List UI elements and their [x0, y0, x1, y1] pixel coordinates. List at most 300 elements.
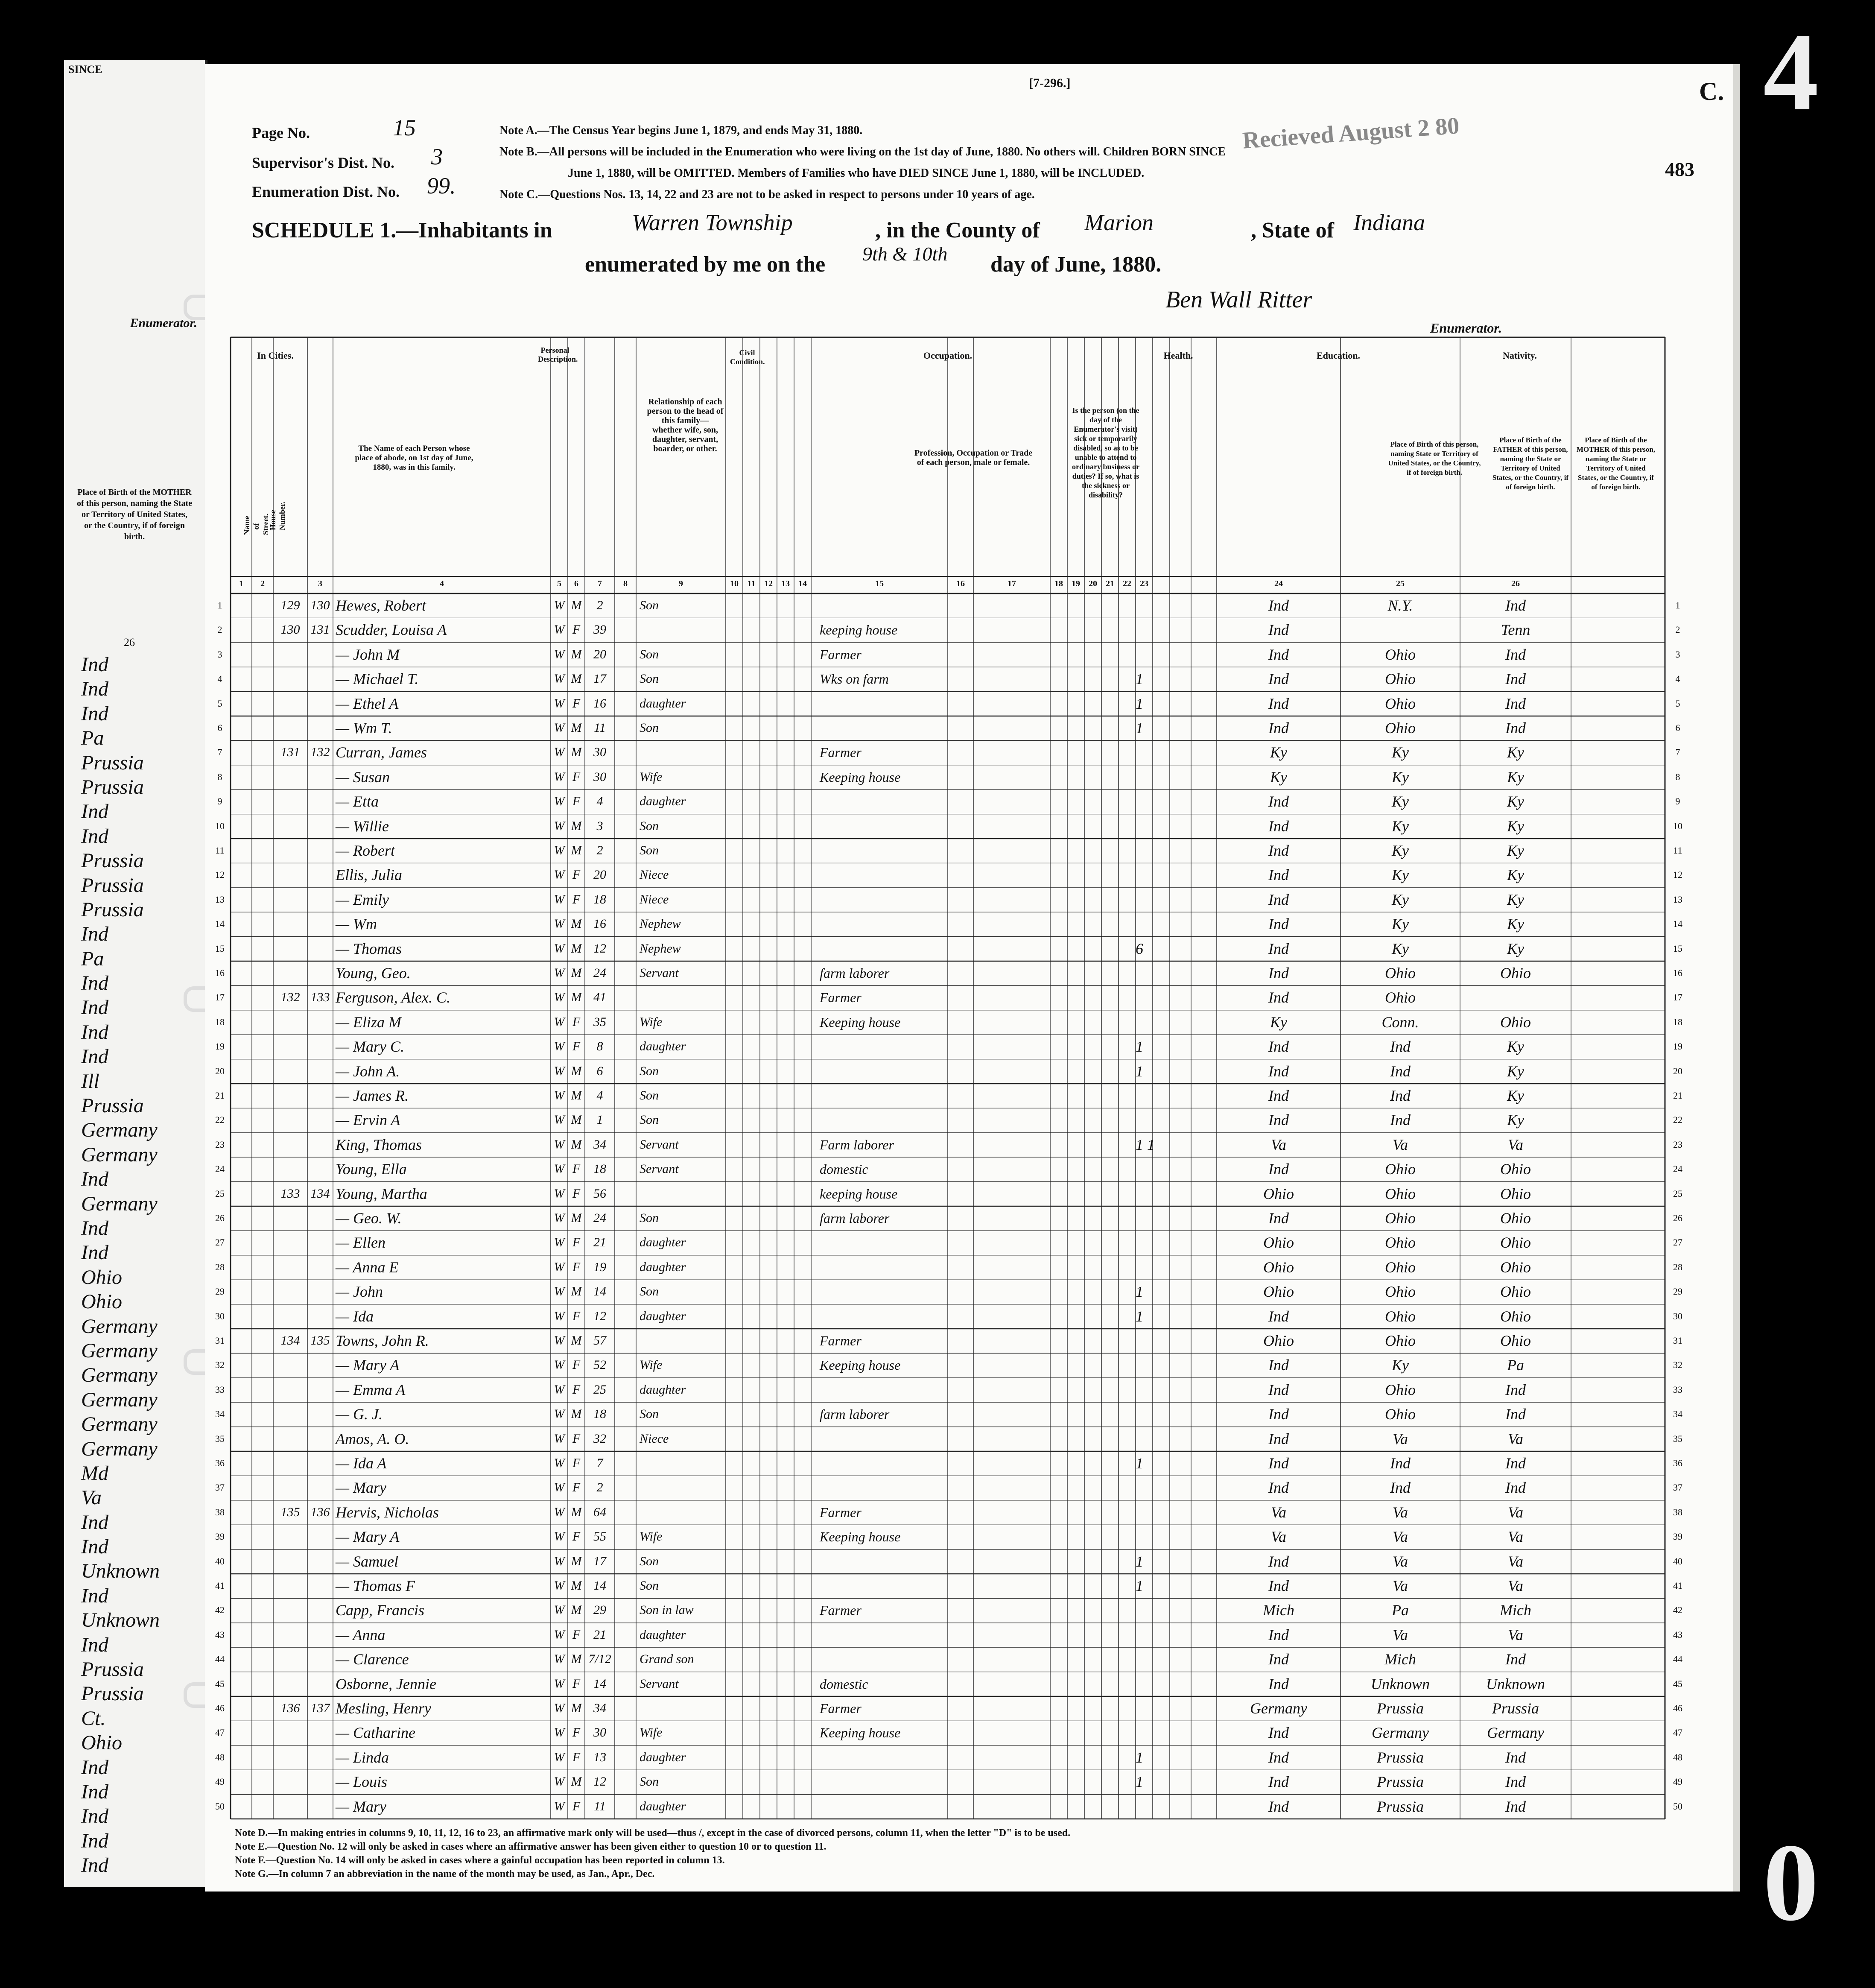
col-relationship: Relationship of each person to the head of this family—whether wife, son, daughter, servant, boarder, or other.	[647, 397, 724, 453]
birthplace: Ind	[1268, 646, 1289, 663]
strip-column-description: Place of Birth of the MOTHER of this person, naming the State or Territory of United States, or the Country, if of foreign birth.	[77, 488, 193, 541]
mother-birthplace: Ind	[1505, 1479, 1526, 1497]
enumerator-signature: Ben Wall Ritter	[1165, 287, 1312, 313]
relationship: Niece	[640, 1431, 669, 1446]
age: 14	[593, 1579, 606, 1593]
group-civil: Civil Condition.	[730, 348, 765, 366]
sex: M	[571, 819, 582, 833]
color: W	[554, 598, 565, 612]
sex: F	[572, 1431, 581, 1446]
sex: M	[571, 745, 582, 760]
relationship: Grand son	[640, 1652, 694, 1666]
column-number: 23	[1140, 579, 1148, 588]
sex: F	[572, 1014, 581, 1029]
family-number: 134	[310, 1186, 330, 1201]
father-birthplace: Ky	[1392, 940, 1409, 957]
age: 6	[596, 1064, 603, 1078]
occupation: farm laborer	[820, 1406, 890, 1422]
school-mark: 1	[1136, 1577, 1143, 1594]
school-mark: 1	[1136, 1038, 1143, 1055]
father-birthplace: Ohio	[1385, 695, 1416, 712]
person-name: — Anna	[336, 1626, 386, 1643]
person-name: — Mary	[336, 1798, 386, 1815]
mother-birthplace: Ky	[1507, 842, 1524, 859]
father-birthplace: Ind	[1390, 1455, 1411, 1472]
row-number: 27	[1673, 1237, 1682, 1248]
mother-birthplace: Unknown	[1486, 1675, 1545, 1693]
row-number: 25	[1673, 1188, 1682, 1199]
sex: M	[571, 941, 582, 956]
column-number: 17	[1008, 579, 1016, 588]
person-name: — Michael T.	[336, 670, 419, 688]
birthplace: Ind	[1268, 989, 1289, 1006]
school-mark: 1	[1136, 1552, 1143, 1570]
sex: M	[571, 1137, 582, 1152]
father-birthplace: Ohio	[1385, 1161, 1416, 1178]
color: W	[554, 1652, 565, 1666]
color: W	[554, 1725, 565, 1740]
relationship: Son	[640, 1211, 659, 1225]
age: 16	[593, 917, 606, 931]
column-number: 11	[747, 579, 756, 588]
age: 34	[593, 1137, 606, 1152]
color: W	[554, 1284, 565, 1299]
relationship: daughter	[640, 1260, 686, 1274]
mother-birthplace: Ky	[1507, 768, 1524, 786]
column-number: 18	[1054, 579, 1063, 588]
occupation: Keeping house	[820, 1014, 901, 1030]
color: W	[554, 1039, 565, 1054]
note-a: Note A.—The Census Year begins June 1, 1879, and ends May 31, 1880.	[499, 124, 863, 137]
sex: M	[571, 1407, 582, 1421]
mother-birthplace: Ind	[1505, 1773, 1526, 1791]
birthplace: Ind	[1268, 1111, 1289, 1129]
row-number: 6	[1675, 722, 1680, 733]
row-number: 3	[217, 649, 222, 660]
color: W	[554, 1333, 565, 1348]
birthplace: Ind	[1268, 1062, 1289, 1080]
row-number: 15	[1673, 943, 1682, 954]
relationship: Son	[640, 1284, 659, 1299]
color: W	[554, 1799, 565, 1813]
birthplace: Ind	[1268, 1161, 1289, 1178]
column-number: 7	[598, 579, 602, 588]
birthplace: Ind	[1268, 1406, 1289, 1423]
mother-birthplace: Ind	[1505, 1381, 1526, 1398]
school-mark: 1	[1136, 1455, 1143, 1472]
row-number: 11	[215, 845, 225, 856]
color: W	[554, 672, 565, 686]
father-birthplace: Ohio	[1385, 1307, 1416, 1325]
school-mark: 1	[1136, 1773, 1143, 1791]
person-name: Amos, A. O.	[336, 1430, 409, 1447]
age: 12	[593, 1309, 606, 1323]
relationship: Servant	[640, 1162, 679, 1176]
strip-mother-birthplace: Ind	[81, 1780, 108, 1803]
person-name: — Mary A	[336, 1528, 400, 1546]
mother-birthplace: Ohio	[1500, 1283, 1531, 1301]
row-number: 41	[1673, 1580, 1682, 1591]
enumeration-days: 9th & 10th	[862, 243, 948, 265]
mother-birthplace: Ind	[1505, 1748, 1526, 1766]
birthplace: Ind	[1268, 621, 1289, 639]
mother-birthplace: Ky	[1507, 1087, 1524, 1104]
relationship: Nephew	[640, 941, 681, 956]
age: 19	[593, 1260, 606, 1274]
row-number: 29	[1673, 1286, 1682, 1297]
person-name: — Ida	[336, 1307, 374, 1325]
row-number: 42	[1673, 1605, 1682, 1616]
color: W	[554, 1407, 565, 1421]
father-birthplace: Mich	[1384, 1651, 1416, 1668]
sex: F	[572, 1260, 581, 1274]
column-number: 10	[730, 579, 739, 588]
strip-mother-birthplace: Ind	[81, 800, 108, 823]
strip-mother-birthplace: Prussia	[81, 751, 144, 774]
column-number: 3	[318, 579, 322, 588]
father-birthplace: Va	[1393, 1528, 1408, 1546]
strip-mother-birthplace: Germany	[81, 1315, 158, 1338]
strip-mother-birthplace: Ind	[81, 923, 108, 946]
sex: M	[571, 1113, 582, 1127]
sex: F	[572, 696, 581, 710]
occupation: keeping house	[820, 622, 898, 638]
column-number: 4	[440, 579, 444, 588]
strip-mother-birthplace: Ind	[81, 1829, 108, 1852]
mother-birthplace: Ky	[1507, 915, 1524, 933]
strip-mother-birthplace: Prussia	[81, 1682, 144, 1705]
township-value: Warren Township	[632, 210, 793, 235]
relationship: Son	[640, 721, 659, 735]
birthplace: Ind	[1268, 1210, 1289, 1227]
age: 12	[593, 1775, 606, 1789]
column-number: 5	[557, 579, 561, 588]
relationship: Son	[640, 1554, 659, 1568]
strip-column-number: 26	[124, 636, 135, 649]
row-number: 10	[215, 820, 225, 831]
age: 18	[593, 1407, 606, 1421]
row-number: 32	[1673, 1359, 1682, 1371]
row-number: 14	[1673, 918, 1682, 930]
sex: M	[571, 672, 582, 686]
row-number: 43	[215, 1629, 225, 1640]
age: 7	[596, 1456, 603, 1470]
strip-mother-birthplace: Ind	[81, 1045, 108, 1068]
strip-mother-birthplace: Ind	[81, 702, 108, 725]
mother-birthplace: Mich	[1500, 1602, 1531, 1619]
row-number: 45	[1673, 1678, 1682, 1689]
mother-birthplace: Ky	[1507, 866, 1524, 884]
age: 34	[593, 1701, 606, 1715]
strip-enumerator-label: Enumerator.	[130, 316, 197, 330]
relationship: Wife	[640, 1529, 663, 1544]
row-number: 2	[217, 624, 222, 635]
color: W	[554, 1014, 565, 1029]
strip-mother-birthplace: Ind	[81, 1633, 108, 1656]
person-name: — Thomas	[336, 940, 402, 957]
color: W	[554, 1480, 565, 1495]
county-value: Marion	[1084, 210, 1154, 235]
birthplace: Ky	[1270, 768, 1287, 786]
color: W	[554, 1431, 565, 1446]
age: 11	[594, 1799, 606, 1813]
family-number: 131	[310, 623, 330, 637]
relationship: Niece	[640, 868, 669, 882]
row-number: 1	[1675, 600, 1680, 611]
strip-mother-birthplace: Ind	[81, 1805, 108, 1828]
row-number: 7	[217, 747, 222, 758]
birthplace: Ind	[1268, 1479, 1289, 1497]
enumeration-label: Enumeration Dist. No.	[252, 183, 400, 200]
sex: F	[572, 1186, 581, 1201]
row-number: 30	[215, 1310, 225, 1321]
column-number: 2	[260, 579, 265, 588]
row-number: 4	[1675, 673, 1680, 684]
age: 35	[593, 1014, 606, 1029]
row-number: 23	[215, 1139, 225, 1150]
row-number: 34	[215, 1409, 225, 1420]
col-birth-mother: Place of Birth of the MOTHER of this person, naming the State or Territory of United States, or the Country, if of foreign birth.	[1576, 436, 1656, 491]
row-number: 36	[1673, 1458, 1682, 1468]
birthplace: Ind	[1268, 940, 1289, 957]
person-name: — Mary A	[336, 1357, 400, 1374]
strip-mother-birthplace: Ind	[81, 1756, 108, 1779]
strip-mother-birthplace: Ind	[81, 678, 108, 701]
sex: M	[571, 721, 582, 735]
occupation: domestic	[820, 1676, 868, 1692]
person-name: Ellis, Julia	[336, 866, 402, 884]
sex: M	[571, 1064, 582, 1078]
mother-birthplace: Ohio	[1500, 1307, 1531, 1325]
strip-mother-birthplace: Ind	[81, 1020, 108, 1044]
row-number: 32	[215, 1359, 225, 1371]
mother-birthplace: Ky	[1507, 1038, 1524, 1055]
sex: M	[571, 1775, 582, 1789]
sheet-number: 483	[1665, 158, 1694, 180]
mother-birthplace: Va	[1508, 1136, 1523, 1153]
occupation: domestic	[820, 1161, 868, 1177]
school-mark: 1	[1136, 1283, 1143, 1301]
age: 30	[593, 1725, 606, 1740]
color: W	[554, 819, 565, 833]
school-mark: 1 1	[1136, 1136, 1155, 1153]
strip-mother-birthplace: Ind	[81, 1241, 108, 1264]
page-edge	[1733, 64, 1740, 1892]
color: W	[554, 917, 565, 931]
color: W	[554, 1260, 565, 1274]
father-birthplace: Va	[1393, 1136, 1408, 1153]
row-number: 18	[1673, 1016, 1682, 1027]
row-number: 16	[1673, 968, 1682, 978]
mother-birthplace: Va	[1508, 1528, 1523, 1546]
father-birthplace: Ky	[1392, 768, 1409, 786]
row-number: 37	[1673, 1482, 1682, 1493]
birthplace: Ind	[1268, 1307, 1289, 1325]
birthplace: Ind	[1268, 1773, 1289, 1791]
person-name: — Mary	[336, 1479, 386, 1497]
mother-birthplace: Va	[1508, 1577, 1523, 1594]
strip-mother-birthplace: Germany	[81, 1437, 158, 1460]
strip-mother-birthplace: Germany	[81, 1339, 158, 1362]
mother-birthplace: Ind	[1505, 719, 1526, 737]
person-name: — Ervin A	[336, 1111, 400, 1129]
age: 25	[593, 1382, 606, 1397]
occupation: Farm laborer	[820, 1137, 894, 1152]
father-birthplace: Pa	[1392, 1602, 1409, 1619]
relationship: Son	[640, 598, 659, 612]
relationship: Son	[640, 819, 659, 833]
mother-birthplace: Prussia	[1492, 1700, 1539, 1717]
color: W	[554, 1162, 565, 1176]
relationship: daughter	[640, 1309, 686, 1323]
row-number: 40	[215, 1555, 225, 1567]
row-number: 13	[1673, 894, 1682, 905]
color: W	[554, 1505, 565, 1519]
birthplace: Mich	[1263, 1602, 1294, 1619]
column-number: 13	[781, 579, 790, 588]
row-number: 19	[1673, 1041, 1682, 1052]
sex: M	[571, 1579, 582, 1593]
age: 30	[593, 769, 606, 784]
age: 18	[593, 892, 606, 906]
sex: M	[571, 1284, 582, 1299]
father-birthplace: Ky	[1392, 915, 1409, 933]
row-number: 37	[215, 1482, 225, 1493]
person-name: — Wm	[336, 915, 377, 933]
col-birth-father: Place of Birth of the FATHER of this person, naming the State or Territory of United States, or the Country, if of foreign birth.	[1492, 436, 1569, 491]
enumerator-label: Enumerator.	[1430, 320, 1502, 336]
family-number: 135	[310, 1333, 330, 1348]
row-number: 47	[215, 1727, 225, 1738]
birthplace: Ohio	[1263, 1332, 1294, 1349]
note-f: Note F.—Question No. 14 will only be asked in cases where a gainful occupation has been reported in column 13.	[235, 1855, 725, 1866]
relationship: daughter	[640, 1799, 686, 1813]
father-birthplace: Germany	[1372, 1724, 1429, 1742]
color: W	[554, 1627, 565, 1642]
sex: M	[571, 1652, 582, 1666]
strip-mother-birthplace: Ohio	[81, 1266, 122, 1289]
sex: M	[571, 1603, 582, 1617]
mother-birthplace: Ind	[1505, 1651, 1526, 1668]
row-number: 13	[215, 894, 225, 905]
person-name: Young, Ella	[336, 1161, 407, 1178]
father-birthplace: Ohio	[1385, 989, 1416, 1006]
mother-birthplace: Ohio	[1500, 1013, 1531, 1031]
father-birthplace: Ohio	[1385, 1258, 1416, 1276]
occupation: Farmer	[820, 1602, 862, 1618]
age: 14	[593, 1284, 606, 1299]
strip-mother-birthplace: Ind	[81, 1216, 108, 1240]
color: W	[554, 745, 565, 760]
age: 3	[596, 819, 603, 833]
row-number: 11	[1673, 845, 1682, 856]
birthplace: Ind	[1268, 891, 1289, 908]
occupation: Farmer	[820, 990, 862, 1006]
birthplace: Ind	[1268, 1724, 1289, 1742]
sex: M	[571, 843, 582, 857]
col-birth-person: Place of Birth of this person, naming State or Territory of United States, or the Country, if of foreign birth.	[1388, 440, 1481, 477]
father-birthplace: Ohio	[1385, 1332, 1416, 1349]
mother-birthplace: Ky	[1507, 891, 1524, 908]
strip-mother-birthplace: Germany	[81, 1119, 158, 1142]
row-number: 23	[1673, 1139, 1682, 1150]
strip-mother-birthplace: Pa	[81, 727, 104, 750]
row-number: 9	[1675, 796, 1680, 807]
group-personal: Personal Description.	[538, 346, 578, 363]
mother-birthplace: Pa	[1507, 1357, 1524, 1374]
age: 29	[593, 1603, 606, 1617]
person-name: — John M	[336, 646, 400, 663]
father-birthplace: Ohio	[1385, 1185, 1416, 1202]
strip-mother-birthplace: Prussia	[81, 849, 144, 872]
form-number: [7-296.]	[1029, 76, 1071, 90]
age: 30	[593, 745, 606, 760]
person-name: Capp, Francis	[336, 1602, 425, 1619]
column-number: 1	[239, 579, 243, 588]
color: W	[554, 696, 565, 710]
sex: F	[572, 1309, 581, 1323]
occupation: keeping house	[820, 1186, 898, 1202]
father-birthplace: N.Y.	[1387, 597, 1413, 614]
birthplace: Ind	[1268, 1626, 1289, 1643]
occupation: Farmer	[820, 1701, 862, 1716]
row-number: 50	[1673, 1801, 1682, 1812]
row-number: 34	[1673, 1409, 1682, 1420]
age: 24	[593, 1211, 606, 1225]
page-no-value: 15	[393, 115, 416, 140]
birthplace: Ind	[1268, 1798, 1289, 1815]
father-birthplace: Va	[1393, 1626, 1408, 1643]
color: W	[554, 892, 565, 906]
father-birthplace: Ky	[1392, 793, 1409, 810]
enumerated-label: enumerated by me on the	[585, 252, 826, 277]
age: 20	[593, 868, 606, 882]
relationship: Son	[640, 843, 659, 857]
sex: F	[572, 892, 581, 906]
dwelling-number: 133	[280, 1186, 300, 1201]
strip-mother-birthplace: Ind	[81, 824, 108, 848]
state-value: Indiana	[1353, 210, 1425, 235]
color: W	[554, 1309, 565, 1323]
sex: F	[572, 1750, 581, 1764]
sex: M	[571, 917, 582, 931]
father-birthplace: Ky	[1392, 842, 1409, 859]
age: 11	[594, 721, 606, 735]
relationship: Son	[640, 647, 659, 661]
strip-mother-birthplace: Unknown	[81, 1609, 160, 1632]
mother-birthplace: Ohio	[1500, 1161, 1531, 1178]
sex: F	[572, 868, 581, 882]
strip-mother-birthplace: Va	[81, 1486, 102, 1509]
birthplace: Ind	[1268, 915, 1289, 933]
father-birthplace: Va	[1393, 1430, 1408, 1447]
row-number: 17	[1673, 992, 1682, 1003]
row-number: 49	[215, 1776, 225, 1787]
sex: M	[571, 647, 582, 661]
birthplace: Ind	[1268, 1577, 1289, 1594]
row-number: 33	[1673, 1384, 1682, 1395]
row-number: 2	[1675, 624, 1680, 635]
row-number: 12	[1673, 869, 1682, 880]
dwelling-number: 129	[280, 598, 300, 612]
row-number: 15	[215, 943, 225, 954]
age: 41	[593, 990, 606, 1005]
color: W	[554, 1775, 565, 1789]
birthplace: Ind	[1268, 1455, 1289, 1472]
relationship: daughter	[640, 1750, 686, 1764]
row-number: 36	[215, 1458, 225, 1468]
col-name: The Name of each Person whose place of abode, on 1st day of June, 1880, was in this family.	[355, 444, 473, 472]
